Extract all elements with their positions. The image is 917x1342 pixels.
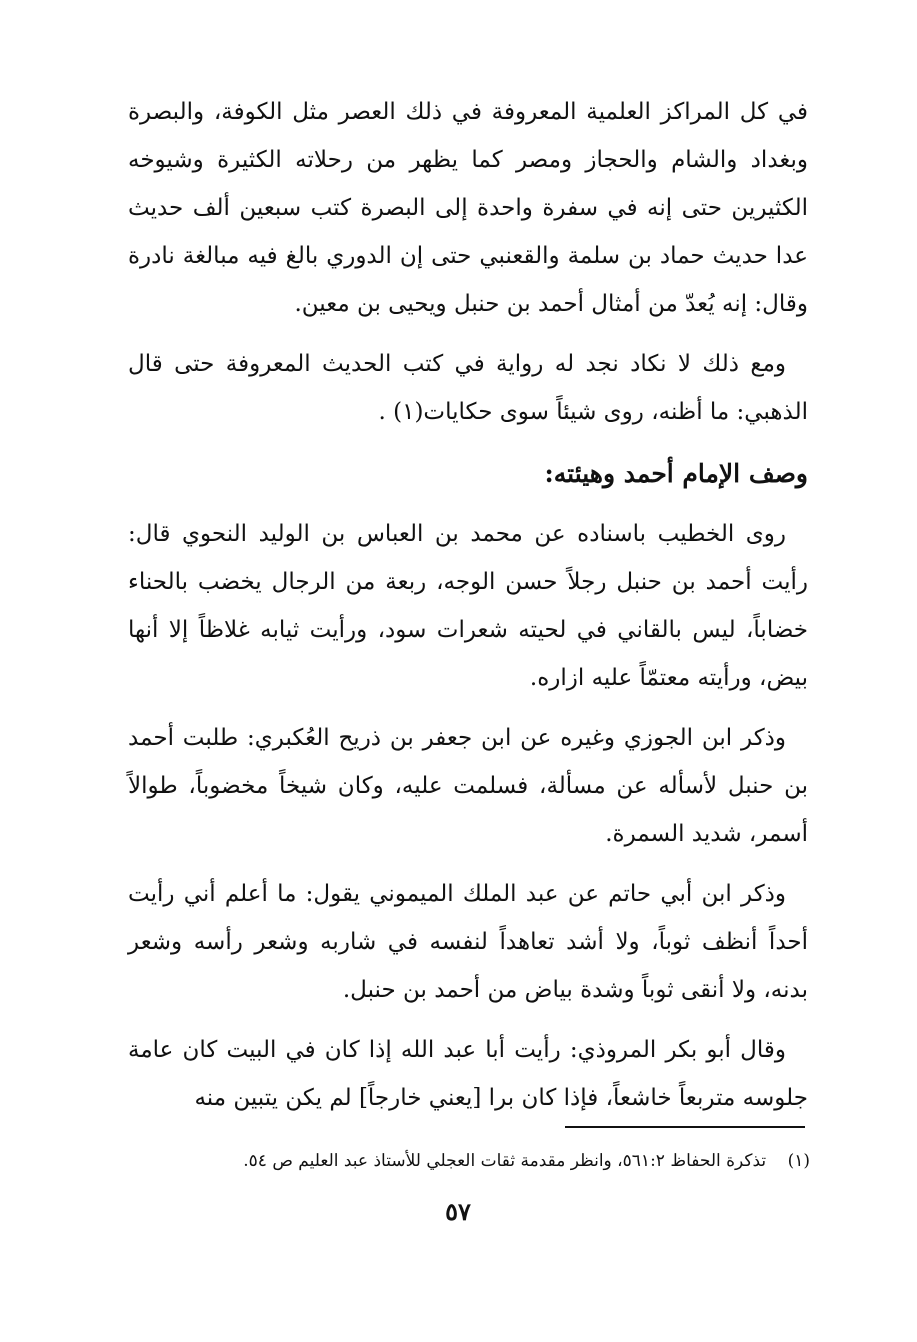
footnote-divider [565, 1126, 805, 1128]
paragraph-4: وذكر ابن الجوزي وغيره عن ابن جعفر بن ذريح العُكبري: طلبت أحمد بن حنبل لأسأله عن مسألة، فسلمت عليه، وكان شيخاً مخضوباً، طوالاً أسمر، شديد السمرة. [128, 725, 808, 847]
paragraph-1: في كل المراكز العلمية المعروفة في ذلك العصر مثل الكوفة، والبصرة وبغداد والشام والحجاز ومصر كما يظهر من رحلاته الكثيرة وشيوخه الكثيرين حتى إنه في سفرة واحدة إلى البصرة كتب سبعين ألف حديث عدا حديث حماد بن سلمة والقعنبي حتى إن الدوري بالغ فيه مبالغة نادرة وقال: إنه يُعدّ من أمثال أحمد بن حنبل ويحيى بن معين. [128, 99, 808, 317]
footnote-text: تذكرة الحفاظ ٥٦١:٢، وانظر مقدمة ثقات العجلي للأستاذ عبد العليم ص ٥٤. [243, 1151, 767, 1171]
page-body [128, 88, 808, 1134]
page-number: ٥٧ [445, 1197, 471, 1226]
section-heading: وصف الإمام أحمد وهيئته: [544, 459, 808, 488]
paragraph-2: ومع ذلك لا نكاد نجد له رواية في كتب الحديث المعروفة حتى قال الذهبي: ما أظنه، روى شيئاً سوى حكايات(١) . [128, 351, 808, 425]
footnote [180, 1146, 810, 1176]
paragraph-6: وقال أبو بكر المروذي: رأيت أبا عبد الله إذا كان في البيت كان عامة جلوسه متربعاً خاشعاً، فإذا كان برا [يعني خارجاً] لم يكن يتبين منه [128, 1037, 808, 1111]
footnote-marker: (١) [787, 1151, 810, 1171]
paragraph-5: وذكر ابن أبي حاتم عن عبد الملك الميموني يقول: ما أعلم أني رأيت أحداً أنظف ثوباً، ولا أشد تعاهداً لنفسه في شاربه وشعر رأسه وشعر بدنه، ولا أنقى ثوباً وشدة بياض من أحمد بن حنبل. [128, 881, 808, 1003]
paragraph-3: روى الخطيب باسناده عن محمد بن العباس بن الوليد النحوي قال: رأيت أحمد بن حنبل رجلاً حسن الوجه، ربعة من الرجال يخضب بالحناء خضاباً، ليس بالقاني في لحيته شعرات سود، ورأيت ثيابه غلاظاً إلا أنها بيض، ورأيته معتمّاً عليه ازاره. [128, 521, 808, 691]
